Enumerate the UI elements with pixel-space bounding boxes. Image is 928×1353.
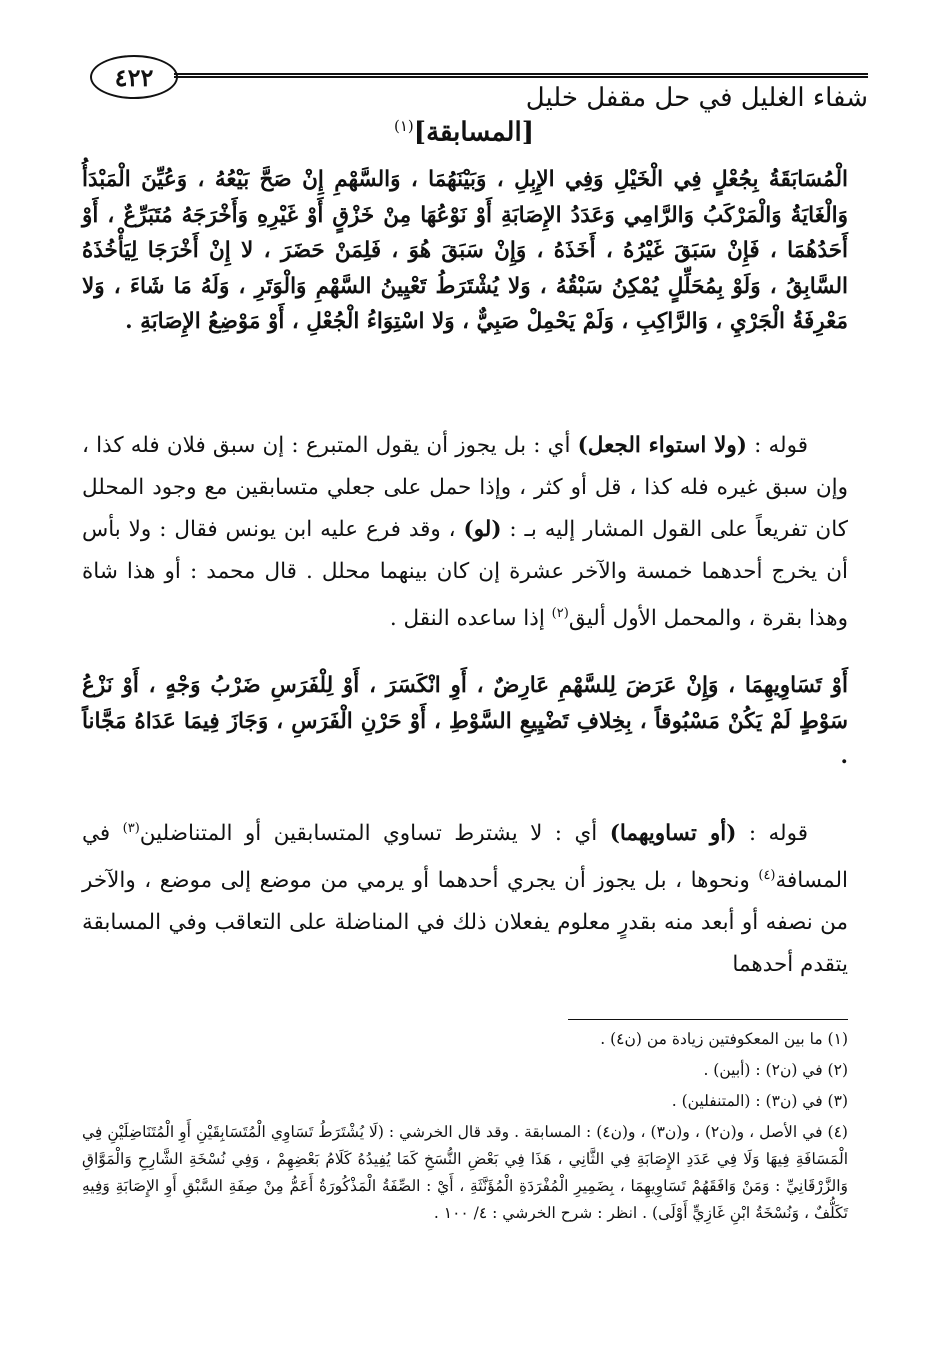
header-rule bbox=[174, 73, 868, 78]
commented-term: (أو تساويهما) bbox=[609, 821, 737, 847]
sharh-paragraph-2 bbox=[82, 808, 848, 986]
footnotes bbox=[82, 1026, 848, 1231]
qawluh-label: قوله : bbox=[754, 433, 808, 458]
footnote-marker: (٣) bbox=[122, 821, 140, 836]
running-title: شفاء الغليل في حل مقفل خليل bbox=[525, 83, 868, 113]
matn-paragraph-2: أَوْ تَسَاوِيهِمَا ، وَإِنْ عَرَضَ لِلسَّهْمِ عَارِضٌ ، أَوِ انْكَسَرَ ، أَوْ لِلْفَرَسِ ضَرْبُ وَجْهٍ ، أَوْ نَزْعُ سَوْطٍ لَمْ يَكُنْ مَسْبُوقاً ، بِخِلافِ تَضْيِيعِ السَّوْطِ ، أَوْ حَرْنِ الْفَرَسِ ، وَجَازَ فِيمَا عَدَاهُ مَجَّاناً . bbox=[82, 673, 848, 769]
footnote-2: (٢) في (ن٢) : (أبين) . bbox=[703, 1061, 848, 1079]
sharh-text: في المسافة bbox=[82, 821, 848, 894]
sharh-text: إذا ساعده النقل . bbox=[389, 606, 545, 632]
footnote-4: (٤) في الأصل ، و(ن٢) ، و(ن٣) ، و(ن٤) : المسابقة . وقد قال الخرشي : (لَا يُشْتَرَطُ تَسَاوِي الْمُتَسَابِقَيْنِ أَوِ الْمُتَنَاضِلَيْنِ فِي الْمَسَافَةِ فِيهَا وَلَا فِي عَدَدِ الإِصَابَةِ فِي الثَّانِي ، هَذَا فِي بَعْضِ النُّسَخِ كَمَا يُفِيدُهُ كَلَامُ بَعْضِهِمْ ، وَفِي نُسْخَةِ الشَّارِحِ وَالْمَوَّاقِ وَالزَّرْقَانِيِّ : وَمَنْ وَافَقَهُمْ تَسَاوِيهِمَا ، بِضَمِيرِ الْمُفْرَدَةِ الْمُؤَنَّثَةِ ، أَيْ : الصِّفَةُ الْمَذْكُورَةُ أَعَمُّ مِنْ صِفَةِ السَّبْقِ أَوِ الإِصَابَةِ وَفِيهِ تَكَلُّفٌ ، وَنُسْخَةُ ابْنِ غَازِيٍّ أَوْلَى) . انظر : شرح الخرشي : ٤/ ١٠٠ . bbox=[82, 1123, 848, 1222]
footnote-marker: (٢) bbox=[551, 606, 569, 621]
footnote-3: (٣) في (ن٣) : (المتنفلين) . bbox=[671, 1092, 848, 1110]
sharh-text: أي : لا يشترط تساوي المتسابقين أو المتناضلين bbox=[139, 821, 598, 847]
section-title-text: [المسابقة] bbox=[413, 117, 534, 148]
sharh-paragraph-1 bbox=[82, 425, 848, 640]
sharh-text: ، وقد فرع عليه ابن يونس فقال : ولا بأس أن يخرج أحدهما خمسة والآخر عشرة إن كان بينهما محلل . قال محمد : أو هذا شاة وهذا بقرة ، والمحمل الأول أليق bbox=[82, 517, 848, 632]
footnote-1: (١) ما بين المعكوفتين زيادة من (ن٤) . bbox=[600, 1030, 848, 1048]
qawluh-label: قوله : bbox=[748, 821, 808, 847]
page-number: ٤٢٢ bbox=[90, 55, 178, 99]
page-header bbox=[90, 55, 868, 115]
sharh-text: ونحوها ، بل يجوز أن يجري أحدهما أو يرمي من موضع إلى موضع ، والآخر من نصفه أو أبعد منه بقدرٍ معلوم يفعلان ذلك في المناضلة على التعاقب وفي المسابقة يتقدم أحدهما bbox=[82, 868, 848, 978]
matn-paragraph-1: الْمُسَابَقَةُ بِجُعْلٍ فِي الْخَيْلِ وَفِي الإِبِلِ ، وَبَيْنَهُمَا ، وَالسَّهْمِ إِنْ صَحَّ بَيْعُهُ ، وَعُيِّنَ الْمَبْدَأُ وَالْغَايَةُ وَالْمَرْكَبُ وَالرَّامِي وَعَدَدُ الإِصَابَةِ أَوْ نَوْعُهَا مِنْ خَزْقٍ أَوْ غَيْرِهِ وَأَخْرَجَهُ مُتَبَرِّعٌ ، أَوْ أَحَدُهُمَا ، فَإِنْ سَبَقَ غَيْرُهُ ، أَخَذَهُ ، وَإِنْ سَبَقَ هُوَ ، فَلِمَنْ حَضَرَ ، لا إِنْ أَخْرَجَا لِيَأْخُذَهُ السَّابِقُ ، وَلَوْ بِمُحَلِّلٍ يُمْكِنُ سَبْقُهُ ، وَلا يُشْتَرَطُ تَعْيِينُ السَّهْمِ وَالْوَتَرِ ، وَلَهُ مَا شَاءَ ، وَلا مَعْرِفَةُ الْجَرْيِ ، وَالرَّاكِبِ ، وَلَمْ يَحْمِلْ صَبِيٌّ ، وَلا اسْتِوَاءُ الْجُعْلِ ، أَوْ مَوْضِعُ الإِصَابَةِ . bbox=[82, 167, 848, 334]
footnote-marker: (٤) bbox=[758, 868, 776, 884]
commented-term: (ولا استواء الجعل) bbox=[577, 433, 747, 458]
sharh-text: أي : بل يجوز أن يقول المتبرع : إن سبق فلان فله كذا ، وإن سبق غيره فله كذا ، قل أو كثر ، وإذا حمل على جعلي متسابقين مع وجود المحلل كان تفريعاً على القول المشار إليه بـ : bbox=[82, 433, 848, 542]
section-title bbox=[0, 117, 928, 148]
footnote-separator bbox=[568, 1019, 848, 1020]
section-title-footnote-marker: (١) bbox=[393, 117, 414, 135]
commented-term-2: (لو) bbox=[463, 517, 502, 542]
